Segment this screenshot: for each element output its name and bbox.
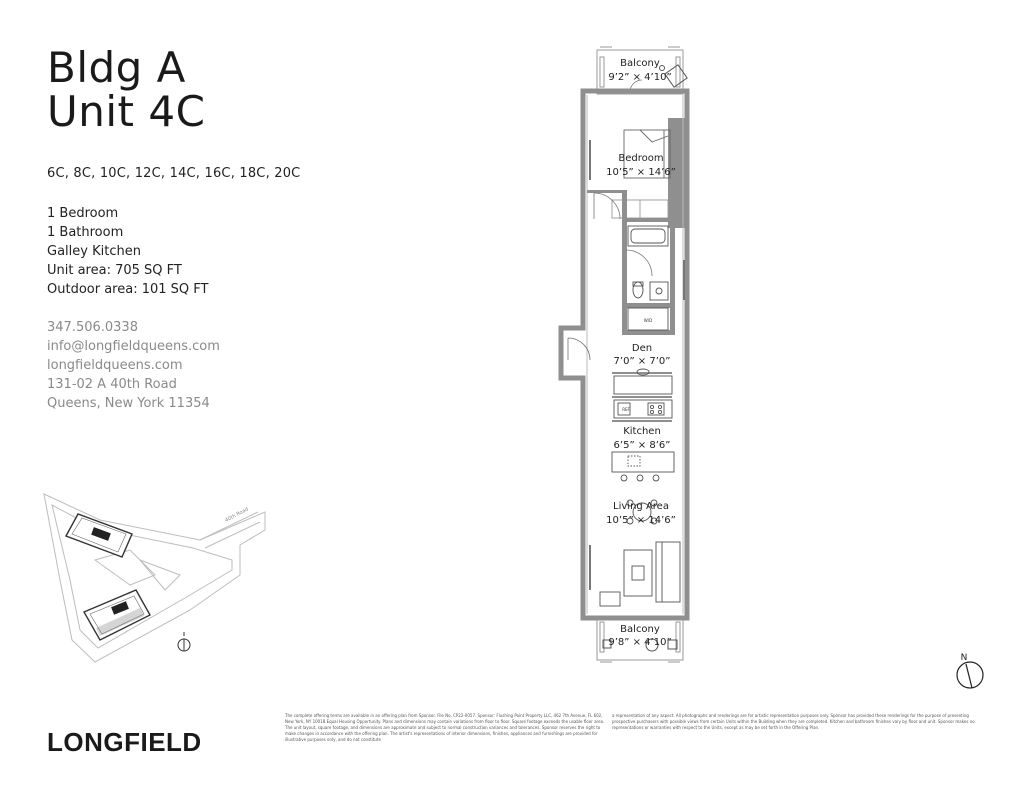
room-dims-bedroom: 10’5” × 14’6” xyxy=(606,167,676,178)
room-name-living: Living Area xyxy=(613,501,669,512)
room-dims-balcony-bottom: 9’8” × 4’10” xyxy=(608,637,672,648)
room-name-kitchen: Kitchen xyxy=(623,426,661,437)
room-dims-kitchen: 6’5” × 8’6” xyxy=(613,440,671,451)
stacked-units: 6C, 8C, 10C, 12C, 14C, 16C, 18C, 20C xyxy=(47,166,301,181)
site-north-arrow xyxy=(178,632,190,651)
room-name-balcony-bottom: Balcony xyxy=(620,624,660,635)
kitchen-fixtures xyxy=(612,369,674,481)
legal-disclaimer-col2: a representation of any aspect. All photographs and renderings are for artistic representation purposes only. Sponsor has provided these renderings for the purpose of presenting prospective purchasers with possible views from certain Units within the Building when they are completed. Kitchen and bathroom finishes vary by floor and unit. Sponsor makes no representations or warranties with respect to the Units, except as may be set forth in the Offering Plan. xyxy=(612,713,975,730)
room-name-den: Den xyxy=(631,343,653,354)
contact-phone: 347.506.0338 xyxy=(47,320,138,335)
spec-unit-area: Unit area: 705 SQ FT xyxy=(47,263,182,278)
unit-name: Unit 4C xyxy=(47,87,206,136)
room-dims-den: 7’0” × 7’0” xyxy=(613,356,671,367)
contact-address-line1: 131-02 A 40th Road xyxy=(47,377,177,392)
balcony-top xyxy=(597,47,687,94)
room-dims-balcony-top: 9’2” × 4’10” xyxy=(608,72,672,83)
site-street-label: 40th Road xyxy=(224,506,250,524)
brand-logo: LONGFIELD xyxy=(47,727,202,757)
legal-disclaimer-col1: The complete offering terms are available in an offering plan from Sponsor. File No. CP22-0057. Sponsor: Flushing Point Property LLC, 462 7th Avenue, FL 602, New York, NY 10018 Equal Housing Opportunity. Plans and dimensions may contain variations from floor to floor. Square footage exceeds the usable floor area. The unit layout, square footage, and dimensions are approximate and subject to normal construction variances and tolerances. Sponsor reserves the right to make changes in accordance with the offering plan. The artist's representations of interior dimensions, finishes, appliances and furnishings are provided for illustrative purposes only, and do not constitute xyxy=(285,713,605,742)
contact-email: info@longfieldqueens.com xyxy=(47,339,220,354)
compass-north-label: N xyxy=(960,653,968,663)
interior-walls xyxy=(587,190,675,422)
spec-outdoor-area: Outdoor area: 101 SQ FT xyxy=(47,282,209,297)
building-name: Bldg A xyxy=(47,43,186,92)
contact-website: longfieldqueens.com xyxy=(47,358,183,373)
contact-address-line2: Queens, New York 11354 xyxy=(47,396,210,411)
room-name-bedroom: Bedroom xyxy=(618,153,664,164)
room-name-balcony-top: Balcony xyxy=(620,58,660,69)
spec-kitchen: Galley Kitchen xyxy=(47,244,141,259)
refrigerator-label: REF xyxy=(622,407,630,412)
room-labels xyxy=(606,58,676,648)
spec-bedrooms: 1 Bedroom xyxy=(47,206,119,221)
washer-dryer-label: W/D xyxy=(643,318,653,323)
compass-icon xyxy=(957,653,983,688)
bathroom-fixtures xyxy=(628,226,668,330)
room-dims-living: 10’5” × 14’6” xyxy=(606,515,676,526)
spec-bathrooms: 1 Bathroom xyxy=(47,225,124,240)
